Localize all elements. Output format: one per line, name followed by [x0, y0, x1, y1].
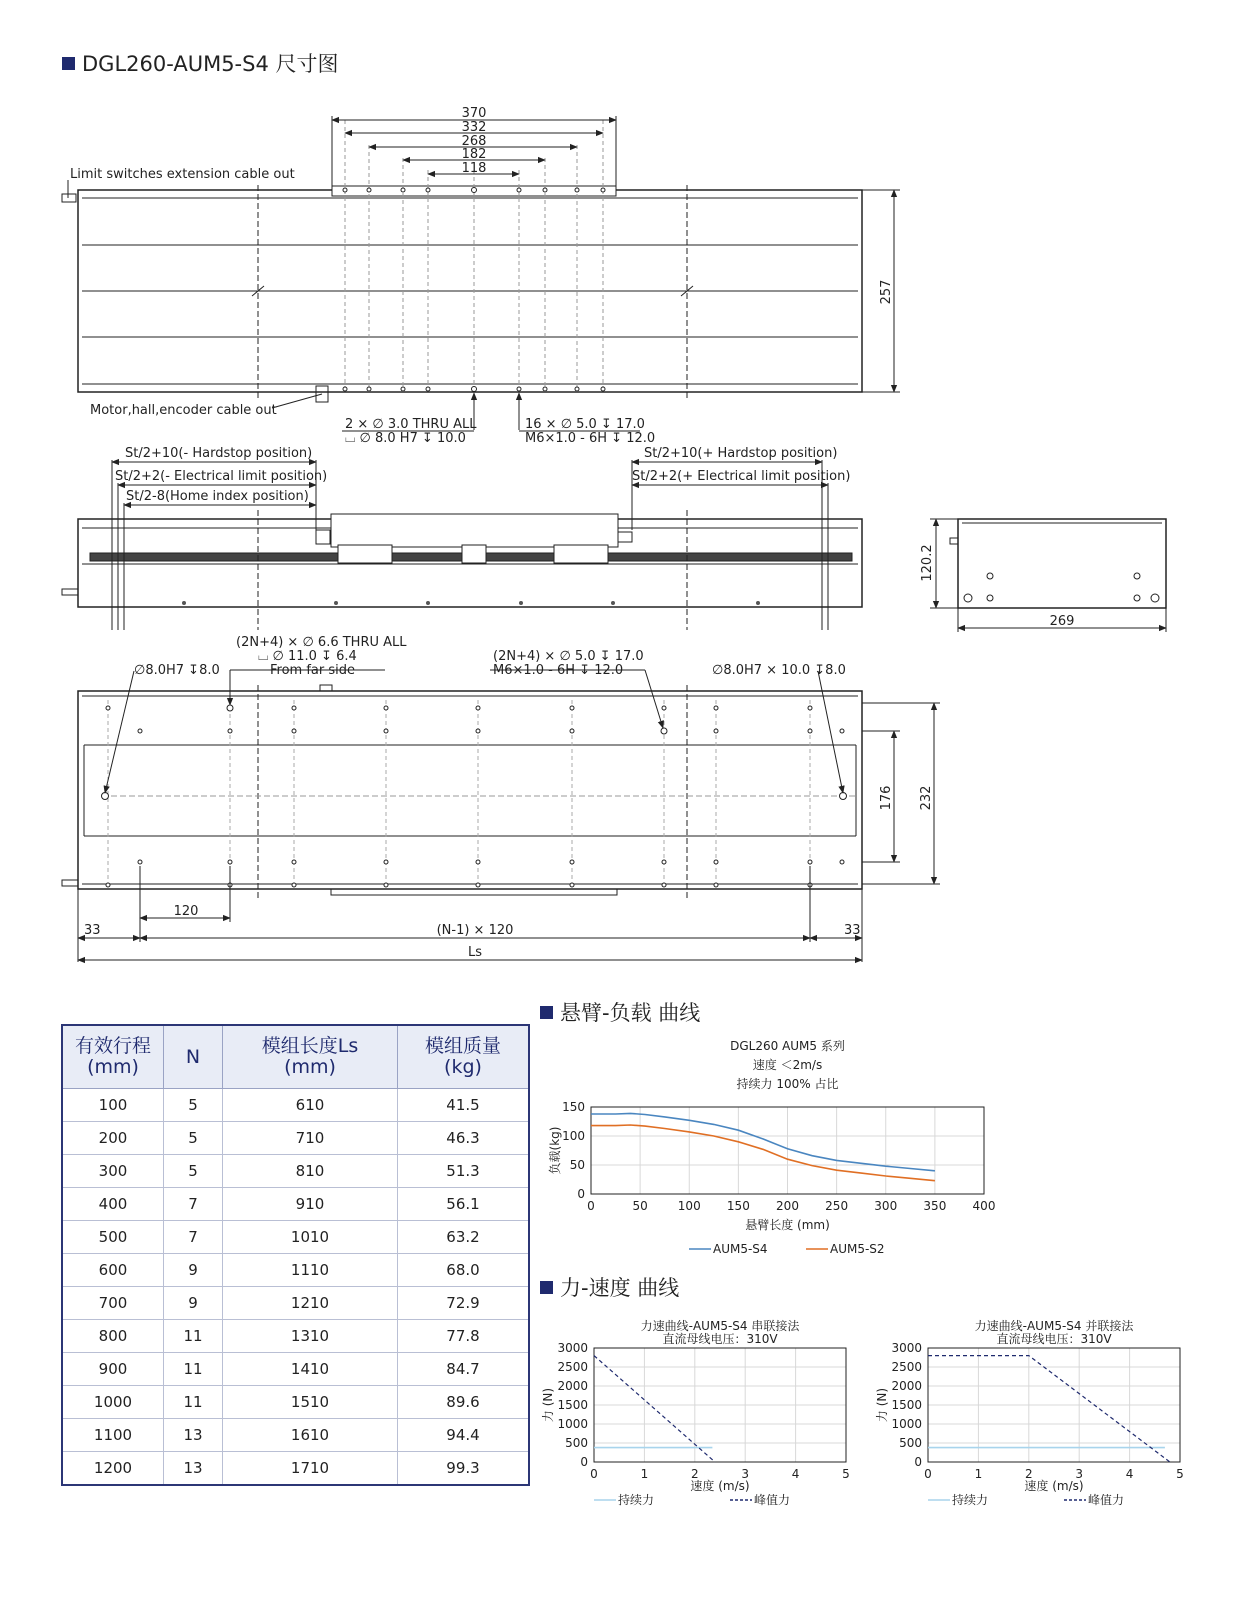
pos-elec-limit-label: St/2+2(+ Electrical limit position): [632, 469, 851, 484]
y-axis-label: 力 (N): [875, 1387, 889, 1423]
x-tick-label: 200: [776, 1199, 799, 1213]
cell-n: 7: [164, 1188, 223, 1221]
x-tick-label: 1: [640, 1467, 649, 1481]
cell-mass: 94.4: [398, 1419, 530, 1452]
x-axis-label: 速度 (m/s): [690, 1479, 750, 1493]
cell-n: 11: [164, 1386, 223, 1419]
x-tick-label: 100: [677, 1199, 701, 1213]
x-tick-label: 5: [1176, 1467, 1184, 1481]
y-tick-label: 3000: [557, 1341, 588, 1355]
table-row: [62, 1386, 529, 1419]
cell-mass: 72.9: [398, 1287, 530, 1320]
bottom-note-tap-a: (2N+4) × ∅ 5.0 ↧ 17.0: [493, 649, 644, 664]
cell-length: 1210: [223, 1287, 398, 1320]
cell-stroke: 200: [62, 1122, 164, 1155]
x-tick-label: 250: [825, 1199, 849, 1213]
top-dim-182: 182: [461, 147, 487, 162]
cell-mass: 89.6: [398, 1386, 530, 1419]
x-tick-label: 3: [741, 1467, 750, 1481]
bottom-dim-33-right: 33: [844, 923, 861, 938]
y-tick-label: 1000: [891, 1417, 922, 1431]
cell-stroke: 100: [62, 1089, 164, 1122]
load-title-text: 悬臂-负载 曲线: [560, 1001, 701, 1025]
spec-table-header: [62, 1025, 529, 1089]
x-tick-label: 5: [842, 1467, 850, 1481]
bottom-note-tap-b: M6×1.0 - 6H ↧ 12.0: [493, 663, 624, 678]
bottom-dim-232: 232: [919, 785, 934, 811]
y-tick-label: 0: [580, 1455, 588, 1469]
cell-length: 1610: [223, 1419, 398, 1452]
cell-n: 9: [164, 1254, 223, 1287]
force-chart-parallel: [868, 1316, 1198, 1516]
cell-n: 5: [164, 1089, 223, 1122]
end-dim-269: 269: [1049, 614, 1075, 629]
x-tick-label: 150: [726, 1199, 750, 1213]
x-axis-label: 悬臂长度 (mm): [745, 1218, 830, 1232]
home-index-label: St/2-8(Home index position): [126, 489, 309, 504]
cell-mass: 77.8: [398, 1320, 530, 1353]
x-tick-label: 50: [632, 1199, 648, 1213]
y-tick-label: 1500: [557, 1398, 588, 1412]
table-row: [62, 1419, 529, 1452]
table-row: [62, 1452, 529, 1486]
neg-elec-limit-label: St/2+2(- Electrical limit position): [115, 469, 328, 484]
dimension-title-text: DGL260-AUM5-S4 尺寸图: [82, 52, 339, 76]
hole-note-2b: M6×1.0 - 6H ↧ 12.0: [525, 431, 656, 446]
chart-subtitle: 速度 ＜2m/s: [752, 1058, 823, 1072]
cell-n: 11: [164, 1353, 223, 1386]
y-tick-label: 150: [562, 1100, 585, 1114]
bottom-note-thru-a: (2N+4) × ∅ 6.6 THRU ALL: [236, 635, 407, 650]
table-row: [62, 1353, 529, 1386]
x-tick-label: 0: [587, 1199, 595, 1213]
y-tick-label: 2000: [557, 1379, 588, 1393]
header-n: N: [164, 1025, 223, 1089]
table-row: [62, 1254, 529, 1287]
cell-length: 1710: [223, 1452, 398, 1486]
y-tick-label: 3000: [891, 1341, 922, 1355]
x-tick-label: 300: [874, 1199, 898, 1213]
x-axis-label: 速度 (m/s): [1024, 1479, 1084, 1493]
legend-label: 持续力: [618, 1493, 655, 1507]
x-tick-label: 0: [924, 1467, 932, 1481]
cell-mass: 99.3: [398, 1452, 530, 1486]
load-chart: [540, 1030, 1040, 1280]
cell-length: 1110: [223, 1254, 398, 1287]
series-line-1: [591, 1113, 935, 1170]
cell-length: 1310: [223, 1320, 398, 1353]
cell-stroke: 1200: [62, 1452, 164, 1486]
table-row: [62, 1188, 529, 1221]
y-tick-label: 1000: [557, 1417, 588, 1431]
bottom-dim-33-left: 33: [84, 923, 101, 938]
cell-stroke: 600: [62, 1254, 164, 1287]
x-tick-label: 1: [974, 1467, 983, 1481]
legend-label: 持续力: [952, 1493, 989, 1507]
x-tick-label: 4: [791, 1467, 800, 1481]
load-section-title: [540, 997, 700, 1027]
top-dim-332: 332: [461, 120, 487, 135]
legend-label: AUM5-S4: [713, 1242, 768, 1256]
chart-subtitle: 直流母线电压：310V: [662, 1332, 778, 1346]
x-tick-label: 400: [972, 1199, 996, 1213]
cell-stroke: 1100: [62, 1419, 164, 1452]
table-row: [62, 1122, 529, 1155]
series-line-2: [928, 1356, 1170, 1462]
y-tick-label: 500: [565, 1436, 588, 1450]
bottom-dim-120: 120: [173, 904, 199, 919]
force-title-text: 力-速度 曲线: [560, 1276, 680, 1300]
y-tick-label: 0: [577, 1187, 585, 1201]
cell-stroke: 800: [62, 1320, 164, 1353]
header-stroke: 有效行程 (mm): [62, 1025, 164, 1089]
cell-stroke: 400: [62, 1188, 164, 1221]
legend-label: 峰值力: [1088, 1493, 1125, 1507]
cell-stroke: 900: [62, 1353, 164, 1386]
y-tick-label: 1500: [891, 1398, 922, 1412]
y-tick-label: 0: [914, 1455, 922, 1469]
cell-mass: 46.3: [398, 1122, 530, 1155]
motor-cable-callout: Motor,hall,encoder cable out: [90, 403, 277, 418]
table-row: [62, 1287, 529, 1320]
bottom-note-pin-left: ∅8.0H7 ↧8.0: [134, 663, 220, 678]
cell-mass: 63.2: [398, 1221, 530, 1254]
cell-stroke: 500: [62, 1221, 164, 1254]
cell-mass: 41.5: [398, 1089, 530, 1122]
hole-note-1a: 2 × ∅ 3.0 THRU ALL: [345, 417, 477, 432]
y-tick-label: 2500: [557, 1360, 588, 1374]
section-bullet-icon: [540, 1281, 553, 1294]
cell-length: 710: [223, 1122, 398, 1155]
top-dim-118: 118: [461, 161, 487, 176]
chart-subtitle: 直流母线电压：310V: [996, 1332, 1112, 1346]
top-dim-257: 257: [879, 279, 894, 305]
legend-label: 峰值力: [754, 1493, 791, 1507]
y-tick-label: 50: [569, 1158, 585, 1172]
cell-mass: 68.0: [398, 1254, 530, 1287]
chart-title: DGL260 AUM5 系列: [730, 1039, 845, 1053]
x-tick-label: 4: [1125, 1467, 1134, 1481]
series-line-2: [591, 1125, 935, 1181]
y-axis-label: 负载(kg): [548, 1126, 562, 1175]
cell-length: 1010: [223, 1221, 398, 1254]
y-axis-label: 力 (N): [541, 1387, 555, 1423]
y-tick-label: 2500: [891, 1360, 922, 1374]
end-dim-120-2: 120.2: [920, 544, 935, 582]
y-tick-label: 500: [899, 1436, 922, 1450]
x-tick-label: 2: [690, 1467, 699, 1481]
cell-mass: 51.3: [398, 1155, 530, 1188]
hole-note-2a: 16 × ∅ 5.0 ↧ 17.0: [525, 417, 645, 432]
x-tick-label: 3: [1075, 1467, 1084, 1481]
force-chart-series: [536, 1316, 866, 1516]
cell-n: 5: [164, 1155, 223, 1188]
bottom-dim-176: 176: [879, 785, 894, 811]
cell-stroke: 700: [62, 1287, 164, 1320]
chart-title: 力速曲线-AUM5-S4 并联接法: [974, 1319, 1134, 1333]
bottom-note-thru-b: ⌴ ∅ 11.0 ↧ 6.4: [258, 649, 357, 664]
side-view-carriage: [331, 514, 618, 547]
cell-n: 11: [164, 1320, 223, 1353]
series-line-2: [594, 1356, 715, 1462]
bottom-dim-ls: Ls: [467, 945, 483, 960]
cell-n: 7: [164, 1221, 223, 1254]
table-row: [62, 1221, 529, 1254]
cell-n: 13: [164, 1452, 223, 1486]
top-dim-268: 268: [461, 134, 487, 149]
bottom-view-body: [78, 691, 862, 889]
x-tick-label: 0: [590, 1467, 598, 1481]
table-row: [62, 1089, 529, 1122]
cell-n: 5: [164, 1122, 223, 1155]
cell-length: 1410: [223, 1353, 398, 1386]
cell-stroke: 300: [62, 1155, 164, 1188]
hole-note-1b: ⌴ ∅ 8.0 H7 ↧ 10.0: [345, 431, 466, 446]
cell-mass: 84.7: [398, 1353, 530, 1386]
bottom-note-thru-c: From far side: [270, 663, 355, 678]
force-section-title: [540, 1272, 679, 1302]
top-dim-370: 370: [461, 106, 487, 121]
x-tick-label: 350: [923, 1199, 947, 1213]
bottom-note-pin-right: ∅8.0H7 × 10.0 ↧8.0: [712, 663, 846, 678]
cell-n: 13: [164, 1419, 223, 1452]
section-bullet-icon: [540, 1006, 553, 1019]
side-view: [62, 460, 862, 630]
header-length: 模组长度Ls (mm): [223, 1025, 398, 1089]
cell-length: 810: [223, 1155, 398, 1188]
spec-table: [61, 1024, 530, 1486]
pos-hardstop-label: St/2+10(+ Hardstop position): [644, 446, 838, 461]
chart-title: 力速曲线-AUM5-S4 串联接法: [640, 1319, 800, 1333]
legend-label: AUM5-S2: [830, 1242, 885, 1256]
table-row: [62, 1155, 529, 1188]
cell-n: 9: [164, 1287, 223, 1320]
y-tick-label: 2000: [891, 1379, 922, 1393]
cell-mass: 56.1: [398, 1188, 530, 1221]
end-view: [930, 519, 1166, 632]
cell-length: 1510: [223, 1386, 398, 1419]
chart-subtitle: 持续力 100% 占比: [736, 1077, 839, 1091]
header-mass: 模组质量 (kg): [398, 1025, 530, 1089]
x-tick-label: 2: [1024, 1467, 1033, 1481]
cell-stroke: 1000: [62, 1386, 164, 1419]
neg-hardstop-label: St/2+10(- Hardstop position): [125, 446, 313, 461]
cell-length: 610: [223, 1089, 398, 1122]
limit-cable-callout: Limit switches extension cable out: [70, 167, 295, 182]
y-tick-label: 100: [562, 1129, 585, 1143]
bottom-dim-pitch: (N-1) × 120: [436, 923, 514, 938]
table-row: [62, 1320, 529, 1353]
cell-length: 910: [223, 1188, 398, 1221]
